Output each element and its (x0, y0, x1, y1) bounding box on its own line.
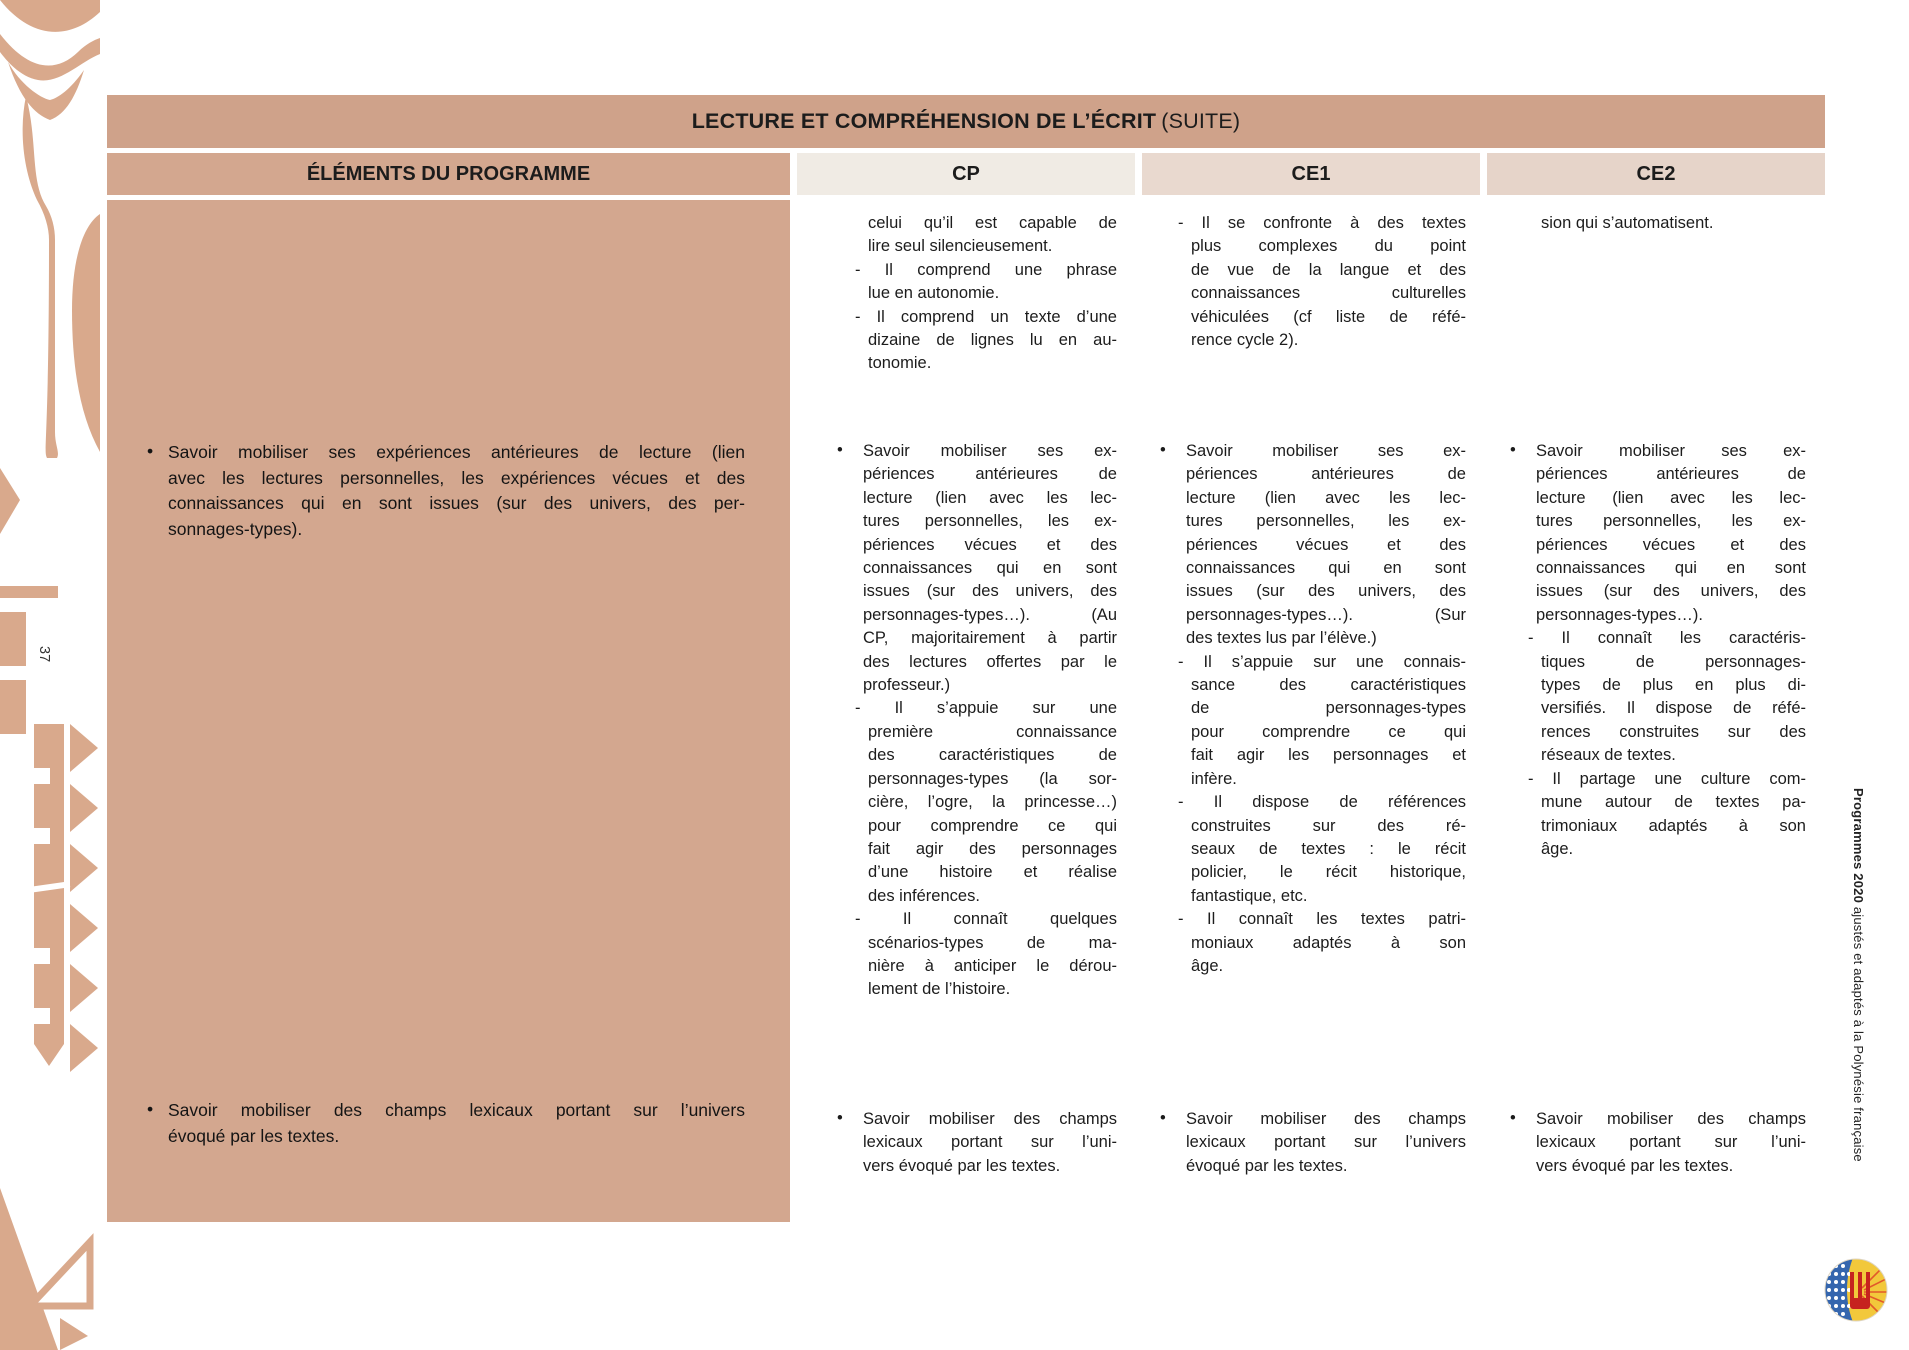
elements-column-background (107, 200, 790, 1222)
text-line: Savoir mobiliser ses expériences antérieures de lecture (lien (168, 442, 745, 462)
text-line: seaux de textes : le récit (1191, 839, 1466, 858)
text-line: - Il s’appuie sur une (855, 699, 1117, 718)
text-line: tures personnelles, les ex- (1536, 512, 1806, 531)
text-line: celui qu’il est capable de (868, 214, 1117, 232)
bullet-marker: • (1160, 1109, 1166, 1127)
column-header-cp: CP (797, 153, 1135, 195)
text-line: des caractéristiques de (868, 746, 1117, 765)
text-line: professeur.) (863, 676, 951, 695)
text-line: tonomie. (868, 354, 932, 373)
text-line: - Il connaît les caractéris- (1528, 629, 1806, 648)
table-title: LECTURE ET COMPRÉHENSION DE L’ÉCRIT (691, 109, 1157, 133)
text-line: périences antérieures de (1186, 465, 1466, 484)
text-line: rences construites sur des (1541, 722, 1806, 741)
cell-ce1-lexique (1160, 1108, 1466, 1178)
text-line: nière à anticiper le dérou- (868, 956, 1117, 975)
text-line: policier, le récit historique, (1191, 863, 1466, 882)
text-line: mune autour de textes pa- (1541, 793, 1806, 812)
text-line: - Il comprend un texte d’une (855, 307, 1117, 326)
text-line: connaissances culturelles (1191, 284, 1466, 303)
text-line: Savoir mobiliser des champs lexicaux portant sur l’univers (168, 1100, 745, 1120)
text-line: scénarios-types de ma- (868, 933, 1117, 952)
text-line: lexicaux portant sur l’univers (1186, 1133, 1466, 1152)
cell-cp-continuation (855, 212, 1117, 376)
cell-elements-experiences (147, 440, 745, 542)
text-line: personnages-types…). (Au (863, 605, 1117, 624)
text-line: de vue de la langue et des (1191, 260, 1466, 279)
text-line: âge. (1541, 839, 1574, 858)
text-line: lecture (lien avec les lec- (1536, 488, 1806, 507)
text-line: Savoir mobiliser des champs (863, 1110, 1117, 1128)
text-line: versifiés. Il dispose de réfé- (1541, 699, 1806, 718)
cell-cp-lexique (837, 1108, 1117, 1178)
text-line: des inférences. (868, 886, 980, 905)
text-line: des textes lus par l’élève.) (1186, 629, 1377, 648)
cell-ce2-experiences (1510, 440, 1806, 861)
cell-ce1-continuation (1178, 212, 1466, 352)
column-header-elements: ÉLÉMENTS DU PROGRAMME (107, 153, 790, 195)
text-line: plus complexes du point (1191, 237, 1466, 256)
text-line: vers évoqué par les textes. (1536, 1156, 1734, 1175)
text-line: périences vécues et des (863, 535, 1117, 554)
text-line: issues (sur des univers, des (1536, 582, 1806, 601)
text-line: connaissances qui en sont (863, 559, 1117, 578)
text-line: fait agir les personnages et (1191, 746, 1466, 765)
text-line: réseaux de textes. (1541, 746, 1676, 765)
text-line: âge. (1191, 956, 1224, 975)
bullet-marker: • (1510, 1109, 1516, 1127)
text-line: lexicaux portant sur l’uni- (1536, 1133, 1806, 1152)
text-line: périences antérieures de (863, 465, 1117, 484)
text-line: première connaissance (868, 722, 1117, 741)
bullet-marker: • (837, 1109, 843, 1127)
text-line: lecture (lien avec les lec- (1186, 488, 1466, 507)
text-line: d’une histoire et réalise (868, 863, 1117, 882)
text-line: dizaine de lignes lu en au- (868, 331, 1117, 350)
text-line: lement de l’histoire. (868, 980, 1011, 999)
text-line: Savoir mobiliser des champs (1536, 1110, 1806, 1128)
bullet-marker: • (1160, 441, 1166, 459)
text-line: - Il connaît les textes patri- (1178, 910, 1466, 929)
text-line: construites sur des ré- (1191, 816, 1466, 835)
text-line: lexicaux portant sur l’uni- (863, 1133, 1117, 1152)
side-note-rest: ajustés et adaptés à la Polynésie française (1851, 903, 1866, 1162)
text-line: cière, l’ogre, la princesse…) (868, 793, 1117, 812)
text-line: personnages-types…). (Sur (1186, 605, 1466, 624)
side-note (1851, 788, 1866, 1162)
text-line: - Il s’appuie sur une connais- (1178, 652, 1466, 671)
text-line: périences antérieures de (1536, 465, 1806, 484)
bullet-marker: • (147, 1099, 154, 1119)
cell-cp-experiences (837, 440, 1117, 1002)
text-line: avec les lectures personnelles, les expériences vécues et des (168, 467, 745, 488)
column-header-ce2: CE2 (1487, 153, 1825, 195)
text-line: tiques de personnages- (1541, 652, 1806, 671)
text-line: connaissances qui en sont (1186, 559, 1466, 578)
text-line: évoqué par les textes. (1186, 1156, 1348, 1175)
text-line: personnages-types…). (1536, 605, 1703, 624)
text-line: véhiculées (cf liste de réfé- (1191, 307, 1466, 326)
text-line: lecture (lien avec les lec- (863, 488, 1117, 507)
page-number: 37 (36, 646, 52, 663)
text-line: - Il se confronte à des textes (1178, 214, 1466, 232)
text-line: sion qui s’automatisent. (1541, 214, 1714, 232)
text-line: des lectures offertes par le (863, 652, 1117, 671)
text-line: fait agir des personnages (868, 839, 1117, 858)
polynesie-francaise-logo-icon (1824, 1258, 1888, 1322)
decorative-pattern (0, 0, 100, 1350)
text-line: pour comprendre ce qui (1191, 722, 1466, 741)
cell-ce2-continuation (1528, 212, 1806, 235)
text-line: - Il partage une culture com- (1528, 769, 1806, 788)
text-line: - Il connaît quelques (855, 910, 1117, 929)
text-line: fantastique, etc. (1191, 886, 1308, 905)
text-line: types de plus en plus di- (1541, 676, 1806, 695)
text-line: Savoir mobiliser ses ex- (1186, 442, 1466, 460)
text-line: tures personnelles, les ex- (1186, 512, 1466, 531)
column-header-ce1: CE1 (1142, 153, 1480, 195)
text-line: pour comprendre ce qui (868, 816, 1117, 835)
text-line: CP, majoritairement à partir (863, 629, 1117, 648)
table-title-suffix: (SUITE) (1161, 109, 1241, 133)
bullet-marker: • (147, 441, 154, 461)
bullet-marker: • (1510, 441, 1516, 459)
text-line: issues (sur des univers, des (863, 582, 1117, 601)
text-line: Savoir mobiliser des champs (1186, 1110, 1466, 1128)
text-line: rence cycle 2). (1191, 331, 1299, 350)
text-line: lue en autonomie. (868, 284, 1000, 303)
text-line: périences vécues et des (1186, 535, 1466, 554)
text-line: - Il dispose de références (1178, 793, 1466, 812)
text-line: de personnages-types (1191, 699, 1466, 718)
text-line: trimoniaux adaptés à son (1541, 816, 1806, 835)
text-line: Savoir mobiliser ses ex- (1536, 442, 1806, 460)
text-line: infère. (1191, 769, 1237, 788)
text-line: lire seul silencieusement. (868, 237, 1053, 256)
text-line: sonnages-types). (168, 518, 303, 539)
text-line: personnages-types (la sor- (868, 769, 1117, 788)
cell-elements-lexique (147, 1098, 745, 1149)
text-line: tures personnelles, les ex- (863, 512, 1117, 531)
text-line: connaissances qui en sont (1536, 559, 1806, 578)
text-line: périences vécues et des (1536, 535, 1806, 554)
side-note-bold: Programmes 2020 (1851, 788, 1866, 904)
text-line: vers évoqué par les textes. (863, 1156, 1061, 1175)
text-line: - Il comprend une phrase (855, 260, 1117, 279)
cell-ce1-experiences (1160, 440, 1466, 978)
text-line: issues (sur des univers, des (1186, 582, 1466, 601)
cell-ce2-lexique (1510, 1108, 1806, 1178)
text-line: sance des caractéristiques (1191, 676, 1466, 695)
table-title-banner (107, 95, 1825, 148)
bullet-marker: • (837, 441, 843, 459)
text-line: évoqué par les textes. (168, 1125, 340, 1146)
text-line: Savoir mobiliser ses ex- (863, 442, 1117, 460)
text-line: connaissances qui en sont issues (sur des univers, des per- (168, 493, 745, 513)
text-line: moniaux adaptés à son (1191, 933, 1466, 952)
